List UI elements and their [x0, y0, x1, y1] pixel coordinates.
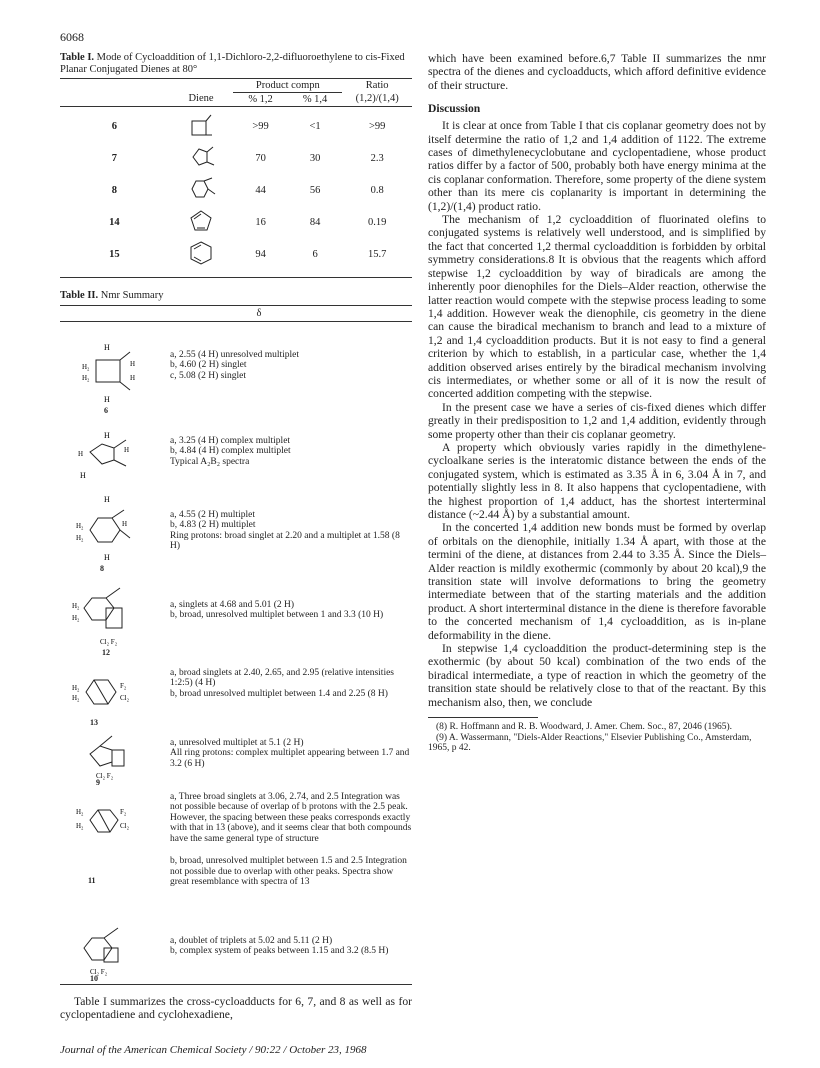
svg-text:H: H [104, 552, 110, 562]
svg-text:H: H [104, 394, 110, 404]
svg-text:H: H [78, 449, 84, 458]
svg-text:H₂: H₂ [76, 533, 84, 542]
svg-text:F₂: F₂ [120, 681, 127, 690]
table1-col-14: % 1,4 [302, 93, 328, 105]
intro-paragraph: which have been examined before.6,7 Table II summarizes the nmr spectra of the dienes and cycloadducts, which afford definitive evidence of their structure. [428, 52, 766, 92]
table1-header-group: Product compn [233, 79, 342, 92]
nmr-line: b, 4.83 (2 H) multiplet [170, 520, 256, 530]
svg-text:Cl₂: Cl₂ [120, 693, 130, 702]
table1-col-12: % 1,2 [248, 93, 273, 105]
table-row [60, 490, 412, 574]
body-paragraph: The mechanism of 1,2 cycloaddition of fluorinated olefins to conjugated systems is relatively well understood, and is simplified by the fact that concerted 1,2 thermal cycloaddition is forbidden by orbital symmetry considerations.8 It is obvious that the reagents which afford stepwise 1,2 cycloaddition by way of biradicals are among the inherently poor dienophiles for the Diels–Alder reaction, otherwise the latter reaction would compete with the stepwise process leading to some 1,4 addition. However weak the dienophile, cis geometry in the diene can cause the biradical mechanism to branch and lead to a mixture of 1,2 and 1,4 cycloaddition products. But it is not easy to find a general criterion by which to establish, in a particular case, whether the 1,4 addition observed arises entirely by the biradical mechanism involving cis intermediates, or whether some or all of it is now the result of concerted addition competing with the stepwise. [428, 213, 766, 401]
table2-caption-label: Table II. [60, 289, 99, 301]
svg-text:Cl₂: Cl₂ [120, 821, 130, 830]
svg-text:H₂: H₂ [76, 521, 84, 530]
diene-structure-icon [169, 111, 234, 143]
pct-12: 70 [255, 153, 266, 164]
journal-footer: Journal of the American Chemical Society / 90:22 / October 23, 1968 [60, 1044, 367, 1056]
table-row [60, 578, 412, 656]
nmr-line: c, 5.08 (2 H) singlet [170, 370, 246, 381]
structure-11 [60, 784, 170, 885]
structure-6 [60, 336, 170, 415]
nmr-line: a, Three broad singlets at 3.06, 2.74, and 2.5 Integration was not possible because of overlap of b protons with the 2.5 peak. However, the spacing between these peaks corresponds exactly with that in 13 (above), and it seems clear that both compounds have the same general type of structure [170, 791, 412, 844]
table-row [60, 239, 412, 271]
body-paragraph: In the present case we have a series of cis-fixed dienes which differ greatly in their predisposition to 1,2 and 1,4 addition, evidently through some property other than their cis coplanar geometry. [428, 400, 766, 441]
cyclohexadiene-icon [169, 239, 234, 271]
table-row [60, 784, 412, 916]
nmr-line: b, complex system of peaks between 1.15 and 3.2 (8.5 H) [170, 946, 389, 956]
table-row [60, 175, 412, 207]
nmr-line: Typical A₂B₂ spectra [170, 456, 250, 467]
table2-caption-text: Nmr Summary [100, 289, 164, 301]
compound-number: 6 [104, 405, 108, 415]
nmr-line: Ring protons: broad singlet at 2.20 and a multiplet at 1.58 (8 H) [170, 530, 400, 551]
table1-caption-label: Table I. [60, 52, 95, 63]
table-row [60, 336, 412, 418]
body-paragraph: In stepwise 1,4 cycloaddition the product-determining step is the exothermic (by about 50 kcal) combination of the two ends of the biradical intermediate, a type of reaction in which the geometry of the transition state should be relatively close to that of the reactant. By this mechanism also, then, we conclude [428, 642, 766, 709]
structure-10 [60, 922, 170, 983]
nmr-line [170, 844, 412, 856]
table1-caption [60, 52, 412, 76]
compound-number: 8 [100, 563, 104, 573]
table2-caption [60, 290, 412, 302]
svg-text:H₂: H₂ [72, 613, 80, 622]
pct-12: 44 [255, 185, 266, 196]
svg-text:H: H [104, 430, 110, 440]
table-row [60, 922, 412, 983]
compound-number: 7 [111, 153, 117, 164]
ratio: 0.19 [367, 217, 387, 228]
svg-text:H₂: H₂ [72, 683, 80, 692]
structure-12 [60, 578, 170, 657]
pct-12: >99 [252, 121, 269, 132]
compound-number: 12 [102, 647, 110, 657]
ratio: >99 [368, 121, 386, 132]
nmr-line: a, doublet of triplets at 5.02 and 5.11 (2 H) [170, 935, 333, 946]
table-row [60, 207, 412, 239]
svg-text:H₂: H₂ [72, 601, 80, 610]
table1 [60, 79, 412, 271]
svg-text:H₂: H₂ [76, 807, 84, 816]
nmr-line: a, 4.55 (2 H) multiplet [170, 509, 255, 520]
svg-text:H₂: H₂ [76, 821, 84, 830]
table1-col-diene: Diene [188, 93, 214, 105]
ratio: 2.3 [370, 153, 384, 164]
svg-text:H: H [104, 342, 110, 352]
compound-number: 6 [111, 121, 117, 132]
right-column [428, 52, 766, 754]
svg-text:H: H [104, 494, 110, 504]
nmr-line: a, singlets at 4.68 and 5.01 (2 H) [170, 599, 295, 610]
nmr-line: b, broad, unresolved multiplet between 1 and 3.3 (10 H) [170, 610, 384, 620]
body-paragraph: In the concerted 1,4 addition new bonds must be formed by overlap of orbitals on the dienophile, initially 1.34 Å apart, with those at the termini of the diene, at distances from 2.44 to 3.35 Å. Since the Diels–Alder reaction is mildly exothermic (commonly by about 20 kcal),9 the transition state will involve deformations to bring the geometry intermediate between that of the starting materials and the addition product. A short interterminal distance in the diene is therefore favorable to the concerted mechanism of 1,4 cycloaddition, as is in-plane deformability in the diene. [428, 521, 766, 642]
svg-text:Cl₂ F₂: Cl₂ F₂ [100, 637, 118, 646]
pct-12: 16 [255, 217, 266, 228]
footnote: (8) R. Hoffmann and R. B. Woodward, J. Amer. Chem. Soc., 87, 2046 (1965). [436, 722, 732, 733]
structure-7-adduct [60, 426, 170, 487]
structure-13 [60, 664, 170, 729]
compound-number: 13 [90, 717, 98, 727]
svg-text:H: H [124, 445, 130, 454]
pct-12: 94 [255, 249, 266, 260]
table1-caption-text: Mode of Cycloaddition of 1,1-Dichloro-2,2-difluoroethylene to cis-Fixed Planar Conjugated Dienes at 80° [60, 52, 405, 75]
structure-9 [60, 732, 170, 787]
nmr-line: b, broad, unresolved multiplet between 1.5 and 2.5 Integration not possible due to overlap with other peaks. Spectra show great resemblance with spectra of 13 [170, 856, 407, 887]
svg-text:H₂: H₂ [72, 693, 80, 702]
svg-text:H: H [130, 373, 136, 382]
footnote: (9) A. Wassermann, "Diels-Alder Reactions," Elsevier Publishing Co., Amsterdam, 1965, p 42. [428, 732, 752, 754]
pct-14: 30 [309, 153, 321, 164]
svg-text:F₂: F₂ [120, 807, 127, 816]
table-row [60, 426, 412, 484]
nmr-line: b, 4.84 (4 H) complex multiplet [170, 446, 291, 456]
nmr-line: a, unresolved multiplet at 5.1 (2 H) [170, 737, 304, 748]
nmr-line: a, 3.25 (4 H) complex multiplet [170, 435, 291, 446]
pct-14: 6 [312, 249, 318, 260]
svg-text:H: H [80, 470, 86, 480]
body-paragraph: A property which obviously varies rapidly in the dimethylene-cycloalkane series is the interatomic distance between the ends of the conjugated system, which is estimated as 3.35 Å in 6, 3.04 Å in 7, and potentially slightly less in 8. It also happens that cyclopentadiene, with the highest proportion of 1,4 adduct, has the shortest interterminal distance (~2.44 Å) by a substantial amount. [428, 440, 766, 521]
table-row [60, 143, 412, 175]
nmr-line: a, broad singlets at 2.40, 2.65, and 2.95 (relative intensities 1:2:5) (4 H) [170, 667, 394, 688]
svg-text:H: H [122, 519, 128, 528]
compound-number: 8 [111, 185, 117, 196]
nmr-line: All ring protons: complex multiplet appearing between 1.7 and 3.2 (6 H) [170, 748, 410, 769]
svg-text:Cl₂ F₂: Cl₂ F₂ [90, 967, 108, 976]
ratio: 15.7 [367, 249, 387, 260]
section-heading: Discussion [428, 102, 481, 116]
svg-text:H₂: H₂ [82, 373, 90, 382]
svg-text:Cl₂ F₂: Cl₂ F₂ [96, 771, 114, 780]
structure-8 [60, 490, 170, 577]
svg-text:H₂: H₂ [82, 362, 90, 371]
table-row [60, 111, 412, 143]
table1-col-ratio-2: (1,2)/(1,4) [355, 93, 399, 105]
left-bottom-paragraph: Table I summarizes the cross-cycloadducts for 6, 7, and 8 as well as for cyclopentadiene and cyclohexadiene, [60, 994, 412, 1021]
table1-col-ratio-1: Ratio [365, 80, 389, 91]
compound-number: 15 [109, 249, 120, 260]
diene-structure-icon [169, 143, 234, 175]
left-column [60, 52, 412, 1021]
ratio: 0.8 [370, 185, 384, 196]
pct-14: 84 [309, 217, 321, 228]
compound-number: 9 [96, 777, 100, 787]
page-number: 6068 [60, 30, 84, 44]
table-row [60, 664, 412, 726]
nmr-line: b, broad unresolved multiplet between 1.4 and 2.25 (8 H) [170, 688, 388, 699]
table2-delta-header: δ [256, 307, 262, 319]
cyclopentadiene-icon [169, 207, 234, 239]
table-row [60, 732, 412, 787]
pct-14: 56 [309, 185, 321, 196]
svg-text:H: H [130, 359, 136, 368]
compound-number: 11 [88, 875, 96, 885]
compound-number: 14 [109, 217, 120, 228]
nmr-line: a, 2.55 (4 H) unresolved multiplet [170, 349, 300, 360]
nmr-line: b, 4.60 (2 H) singlet [170, 360, 247, 370]
body-paragraph: It is clear at once from Table I that cis coplanar geometry does not by itself determine the ratio of 1,2 and 1,4 addition of 1122. The extreme cases of dimethylenecyclobutane and cyclopentadiene, whose product ratios differ by a factor of 500, probably both have energy minima at the cis coplanar conformation. Therefore, some property of the diene system other than its mere cis coplanarity is important in determining the (1,2)/(1,4) product ratio. [428, 119, 766, 213]
compound-number: 10 [90, 973, 98, 983]
pct-14: <1 [309, 121, 321, 132]
diene-structure-icon [169, 175, 234, 207]
